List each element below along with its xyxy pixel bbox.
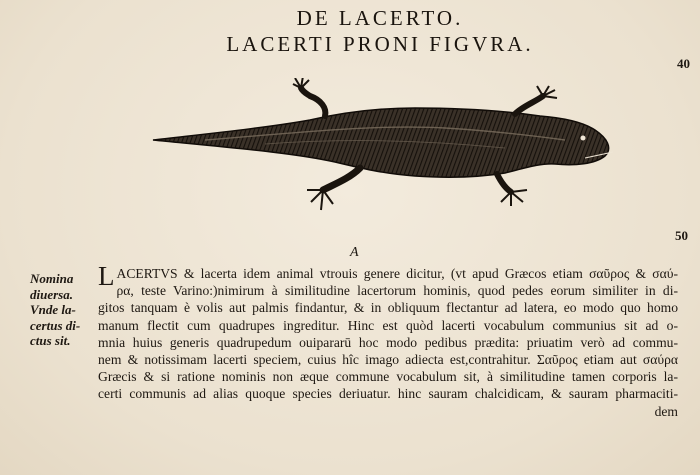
drop-cap: L: [98, 261, 115, 291]
body-line: manum flectit cum quadrupes ingreditur. Hinc est quòd lacerti vocabulum communius sit ad o-: [98, 317, 678, 333]
running-header-title: DE LACERTO.: [296, 6, 464, 30]
marginal-note: [30, 271, 92, 349]
body-line: dem: [654, 403, 678, 419]
signature-mark: A: [350, 245, 359, 260]
marginal-note-line: diuersa.: [30, 286, 73, 302]
marginal-note-line: ctus sit.: [30, 333, 71, 349]
body-line: ACERTVS & lacerta idem animal vtrouis genere dicitur, (vt apud Græcos etiam σαῦρος & σαύ-: [116, 266, 678, 281]
body-text: [98, 261, 678, 420]
body-line: mnia huius generis quadrupedum ouipararū hoc modo pedibus prædita: priuatim verò ad commu-: [98, 334, 678, 350]
body-line: certi communis ad alias quoque species deriuatur. hinc sauram chalcidicam, & sauram pharmaciti-: [98, 386, 678, 402]
lizard-woodcut-illustration: [145, 78, 615, 228]
body-line: gitos tanquam è volis aut palmis findantur, & in obliquum flectantur ad latera, eo modo quo homo: [98, 300, 678, 316]
figure-caption: LACERTI PRONI FIGVRA.: [226, 32, 534, 56]
marginal-note-line: Vnde la-: [30, 302, 76, 318]
page-number-middle: 50: [675, 228, 688, 243]
body-line: nem & notissimam lacerti speciem, cuius hîc imago adiecta est,contrahitur. Σαῦρος etiam aut σαύρα: [98, 352, 678, 368]
body-line: Græcis & si ratione nominis non æque commune vocabulum sit, à similitudine tamen corporis la-: [98, 369, 678, 385]
marginal-note-line: certus di-: [30, 317, 81, 333]
marginal-note-line: Nomina: [30, 271, 74, 286]
body-line: ρα, teste Varino:)nimirum à similitudine lacertorum hominis, quod pedes eorum similiter in di-: [116, 283, 678, 299]
page-number-top: 40: [677, 56, 690, 71]
